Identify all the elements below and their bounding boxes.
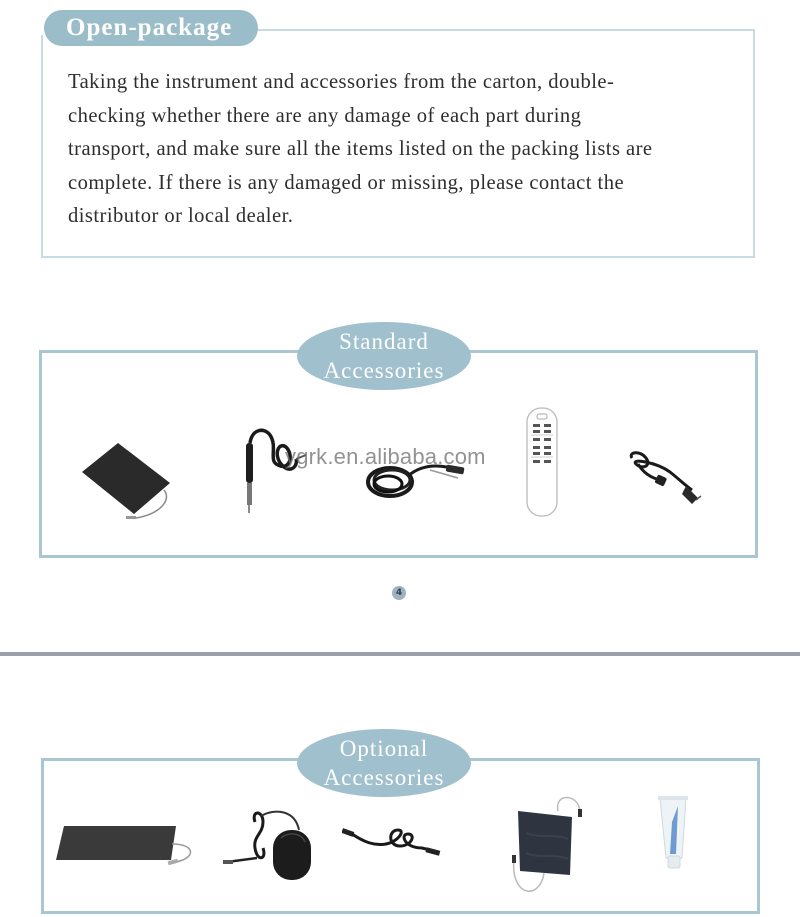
text-line: distributor or local dealer. bbox=[68, 205, 294, 227]
watermark-text: ygrk.en.alibaba.com bbox=[285, 444, 486, 469]
text-line: checking whether there are any damage of each part during bbox=[68, 104, 582, 127]
page-separator bbox=[0, 652, 800, 656]
gel-tube-icon bbox=[656, 796, 692, 877]
foot-switch-icon bbox=[223, 808, 323, 888]
optional-accessories-title bbox=[297, 729, 471, 797]
text-line: transport, and make sure all the items listed on the packing lists are bbox=[68, 138, 653, 160]
open-package-title: Open-package bbox=[44, 10, 258, 46]
text-line: complete. If there is any damaged or missing, please contact the bbox=[68, 171, 625, 194]
extension-cable-icon bbox=[342, 822, 442, 867]
electrode-pad-rectangular-icon bbox=[56, 822, 196, 877]
title-line: Accessories bbox=[323, 358, 445, 383]
remote-control-icon bbox=[525, 406, 559, 523]
page-number: 4 bbox=[392, 586, 406, 600]
standard-accessories-title bbox=[297, 322, 471, 390]
electrode-pad-square-icon bbox=[78, 440, 178, 535]
fabric-electrode-icon bbox=[510, 793, 590, 913]
handpiece-cable-icon bbox=[238, 425, 318, 520]
title-line: Accessories bbox=[323, 765, 445, 790]
open-package-text bbox=[68, 66, 758, 234]
title-line: Optional bbox=[339, 736, 429, 761]
power-cord-icon bbox=[626, 450, 706, 515]
text-line: Taking the instrument and accessories from the carton, double- bbox=[68, 71, 615, 93]
title-line: Standard bbox=[339, 329, 429, 354]
